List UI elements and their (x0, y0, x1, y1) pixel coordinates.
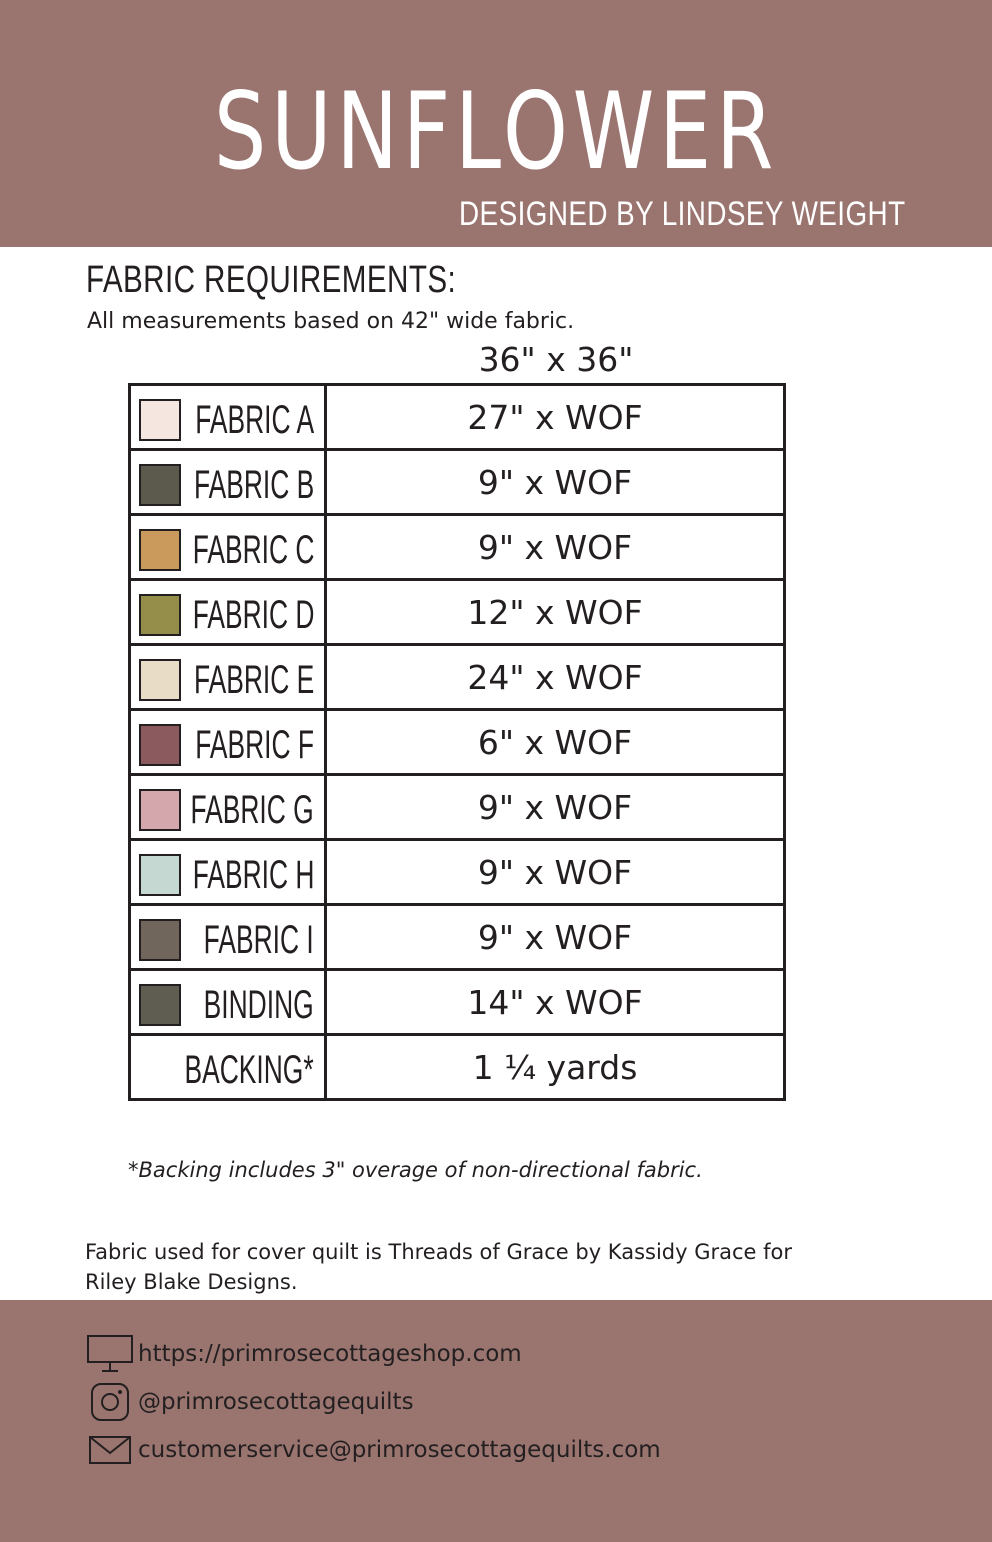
fabric-label: BINDING (203, 983, 314, 1027)
fabric-swatch (139, 789, 181, 831)
fabric-label: FABRIC D (192, 593, 314, 637)
pattern-title: SUNFLOWER (213, 70, 779, 193)
fabric-label: FABRIC B (193, 463, 314, 507)
footer-banner (0, 1300, 992, 1542)
quilt-size: 36" x 36" (478, 340, 634, 379)
fabric-swatch (139, 984, 181, 1026)
fabric-amount: 9" x WOF (326, 515, 785, 580)
fabric-name-cell (130, 515, 326, 580)
instagram-handle[interactable]: @primrosecottagequilts (138, 1389, 414, 1415)
fabric-name-cell (130, 905, 326, 970)
fabric-amount: 24" x WOF (326, 645, 785, 710)
fabric-name-cell (130, 970, 326, 1035)
fabric-name-cell (130, 385, 326, 450)
fabric-credit: Fabric used for cover quilt is Threads of Grace by Kassidy Grace for Riley Blake Designs. (85, 1240, 793, 1294)
fabric-name-cell (130, 450, 326, 515)
email-link[interactable]: customerservice@primrosecottagequilts.com (138, 1437, 661, 1463)
fabric-amount: 6" x WOF (326, 710, 785, 775)
fabric-label: FABRIC F (195, 723, 314, 767)
website-contact[interactable] (86, 1330, 522, 1378)
fabric-label: BACKING* (184, 1048, 314, 1092)
designer-credit: DESIGNED BY LINDSEY WEIGHT (459, 195, 906, 233)
fabric-swatch (139, 594, 181, 636)
backing-note: *Backing includes 3" overage of non-directional fabric. (128, 1158, 703, 1182)
fabric-row (130, 515, 785, 580)
fabric-amount: 1 ¼ yards (326, 1035, 785, 1100)
fabric-swatch (139, 724, 181, 766)
fabric-row (130, 710, 785, 775)
monitor-icon (86, 1330, 134, 1378)
fabric-name-cell (130, 840, 326, 905)
fabric-row (130, 385, 785, 450)
fabric-swatch (139, 529, 181, 571)
fabric-row (130, 580, 785, 645)
fabric-amount: 14" x WOF (326, 970, 785, 1035)
fabric-label: FABRIC G (190, 788, 314, 832)
fabric-name-cell (130, 1035, 326, 1100)
instagram-icon (86, 1378, 134, 1426)
fabric-swatch (139, 659, 181, 701)
mail-icon (86, 1426, 134, 1474)
fabric-swatch (139, 854, 181, 896)
fabric-amount: 9" x WOF (326, 905, 785, 970)
header-banner (0, 0, 992, 247)
fabric-name-cell (130, 710, 326, 775)
website-link[interactable]: https://primrosecottageshop.com (138, 1341, 522, 1367)
fabric-swatch (139, 399, 181, 441)
fabric-row (130, 1035, 785, 1100)
fabric-name-cell (130, 580, 326, 645)
fabric-label: FABRIC A (195, 398, 314, 442)
fabric-row (130, 645, 785, 710)
email-contact[interactable] (86, 1426, 661, 1474)
fabric-row (130, 970, 785, 1035)
fabric-name-cell (130, 775, 326, 840)
fabric-label: FABRIC H (192, 853, 314, 897)
fabric-label: FABRIC I (203, 918, 314, 962)
instagram-contact[interactable] (86, 1378, 414, 1426)
fabric-row (130, 905, 785, 970)
fabric-row (130, 840, 785, 905)
fabric-row (130, 450, 785, 515)
fabric-row (130, 775, 785, 840)
fabric-amount: 12" x WOF (326, 580, 785, 645)
fabric-label: FABRIC E (193, 658, 314, 702)
fabric-table (128, 383, 786, 1101)
fabric-amount: 27" x WOF (326, 385, 785, 450)
measurement-note: All measurements based on 42" wide fabric. (87, 309, 575, 334)
fabric-amount: 9" x WOF (326, 775, 785, 840)
fabric-requirements-heading: FABRIC REQUIREMENTS: (86, 259, 457, 301)
fabric-swatch (139, 919, 181, 961)
fabric-amount: 9" x WOF (326, 840, 785, 905)
fabric-amount: 9" x WOF (326, 450, 785, 515)
fabric-label: FABRIC C (192, 528, 314, 572)
fabric-name-cell (130, 645, 326, 710)
fabric-swatch (139, 464, 181, 506)
